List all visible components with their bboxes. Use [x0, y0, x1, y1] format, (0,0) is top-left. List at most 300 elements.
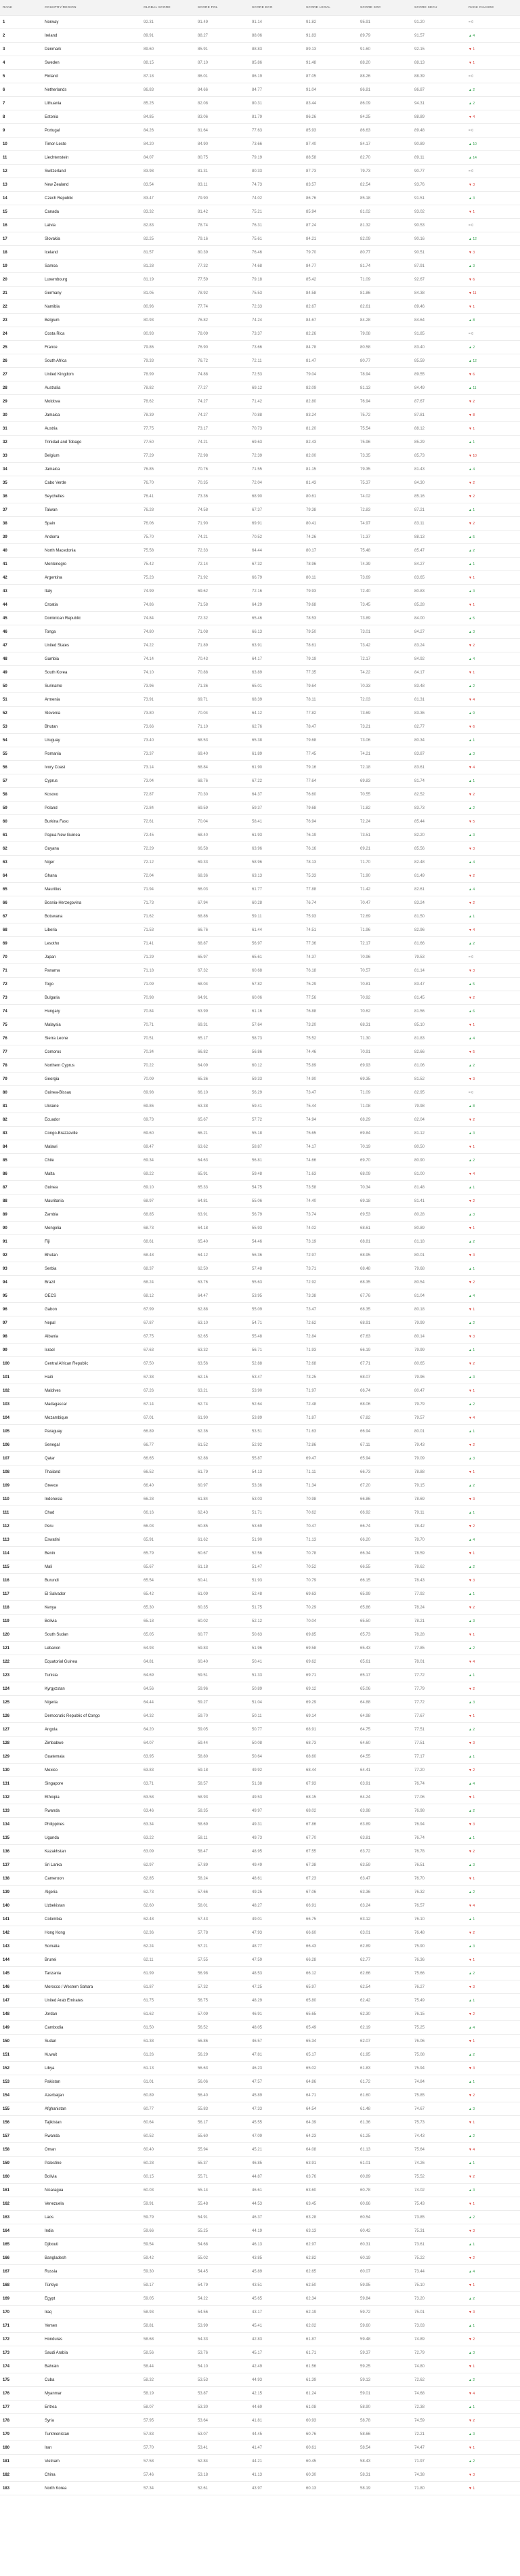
- column-header-rank[interactable]: RANK: [0, 0, 42, 16]
- table-row[interactable]: [0, 43, 520, 56]
- table-row[interactable]: [0, 436, 520, 449]
- table-row[interactable]: [0, 503, 520, 517]
- cell-rank-change: [466, 1289, 520, 1303]
- cell-country: United Arab Emirates: [42, 1994, 141, 2008]
- table-row[interactable]: [0, 368, 520, 381]
- column-header-score-eco[interactable]: SCORE ECO: [249, 0, 303, 16]
- cell-global-score: 64.81: [141, 1655, 195, 1669]
- table-row[interactable]: [0, 1669, 520, 1682]
- cell-global-score: 72.61: [141, 815, 195, 829]
- cell-rank-change: [466, 612, 520, 625]
- cell-score-legal: 84.58: [303, 287, 358, 300]
- cell-global-score: 76.70: [141, 476, 195, 490]
- table-row[interactable]: [0, 1005, 520, 1018]
- table-row[interactable]: [0, 1601, 520, 1615]
- table-row[interactable]: [0, 802, 520, 815]
- table-row[interactable]: [0, 2102, 520, 2116]
- table-row[interactable]: [0, 2143, 520, 2157]
- cell-score-secu: 90.77: [412, 165, 466, 178]
- table-row[interactable]: [0, 1615, 520, 1628]
- cell-score-soc: 66.73: [358, 1466, 412, 1479]
- table-row[interactable]: [0, 1059, 520, 1073]
- cell-rank: 149: [0, 2021, 42, 2035]
- table-row[interactable]: [0, 991, 520, 1005]
- table-row[interactable]: [0, 1858, 520, 1872]
- column-header-score-secu[interactable]: SCORE SECU: [412, 0, 466, 16]
- cell-country: Moldova: [42, 395, 141, 409]
- table-row[interactable]: [0, 1357, 520, 1371]
- cell-score-pol: 68.87: [195, 937, 249, 951]
- table-row[interactable]: [0, 1384, 520, 1398]
- cell-rank-change: [466, 964, 520, 978]
- table-row[interactable]: [0, 639, 520, 652]
- cell-score-secu: 79.53: [412, 951, 466, 964]
- table-row[interactable]: [0, 815, 520, 829]
- table-row[interactable]: [0, 1560, 520, 1574]
- cell-country: Timor-Leste: [42, 138, 141, 151]
- column-header-score-pol[interactable]: SCORE POL: [195, 0, 249, 16]
- cell-score-pol: 83.06: [195, 110, 249, 124]
- cell-rank: 139: [0, 1886, 42, 1899]
- cell-score-pol: 64.91: [195, 991, 249, 1005]
- cell-score-legal: 79.93: [303, 585, 358, 598]
- table-row[interactable]: [0, 2468, 520, 2482]
- table-row[interactable]: [0, 83, 520, 97]
- table-row[interactable]: [0, 2170, 520, 2184]
- rank-change-indicator: = 0: [469, 128, 474, 133]
- table-row[interactable]: [0, 2021, 520, 2035]
- table-row[interactable]: [0, 1899, 520, 1913]
- cell-global-score: 59.66: [141, 2224, 195, 2238]
- cell-score-legal: 80.61: [303, 490, 358, 503]
- table-row[interactable]: [0, 1438, 520, 1452]
- table-row[interactable]: [0, 2279, 520, 2292]
- table-row[interactable]: [0, 2360, 520, 2373]
- rank-change-indicator: ▼ 6: [469, 372, 475, 377]
- table-row[interactable]: [0, 1235, 520, 1249]
- table-row[interactable]: [0, 1818, 520, 1831]
- table-row[interactable]: [0, 2265, 520, 2279]
- table-row[interactable]: [0, 2211, 520, 2224]
- cell-score-soc: 64.41: [358, 1764, 412, 1777]
- table-row[interactable]: [0, 327, 520, 341]
- table-row[interactable]: [0, 354, 520, 368]
- table-row[interactable]: [0, 747, 520, 761]
- table-row[interactable]: [0, 1086, 520, 1100]
- table-row[interactable]: [0, 1208, 520, 1222]
- table-row[interactable]: [0, 1032, 520, 1045]
- table-row[interactable]: [0, 151, 520, 165]
- cell-country: Myanmar: [42, 2387, 141, 2401]
- table-row[interactable]: [0, 259, 520, 273]
- table-row[interactable]: [0, 381, 520, 395]
- table-row[interactable]: [0, 1723, 520, 1737]
- table-row[interactable]: [0, 1466, 520, 1479]
- cell-country: Russia: [42, 2265, 141, 2279]
- table-row[interactable]: [0, 1425, 520, 1438]
- table-row[interactable]: [0, 232, 520, 246]
- table-row[interactable]: [0, 666, 520, 680]
- column-header-score-legal[interactable]: SCORE LEGAL: [303, 0, 358, 16]
- table-row[interactable]: [0, 1167, 520, 1181]
- table-row[interactable]: [0, 1194, 520, 1208]
- cell-country: Ireland: [42, 29, 141, 43]
- table-row[interactable]: [0, 1777, 520, 1791]
- table-row[interactable]: [0, 2089, 520, 2102]
- cell-score-secu: 91.20: [412, 16, 466, 29]
- table-row[interactable]: [0, 734, 520, 747]
- cell-score-legal: 79.64: [303, 680, 358, 693]
- table-row[interactable]: [0, 1791, 520, 1804]
- table-row[interactable]: [0, 923, 520, 937]
- cell-score-legal: 75.44: [303, 1100, 358, 1113]
- table-row[interactable]: [0, 138, 520, 151]
- table-row[interactable]: [0, 2251, 520, 2265]
- table-row[interactable]: [0, 964, 520, 978]
- table-row[interactable]: [0, 1696, 520, 1709]
- cell-score-soc: 80.77: [358, 246, 412, 259]
- cell-global-score: 64.32: [141, 1709, 195, 1723]
- cell-score-legal: 70.78: [303, 1547, 358, 1560]
- table-row[interactable]: [0, 1967, 520, 1980]
- rank-change-indicator: ▲ 8: [469, 318, 475, 323]
- table-row[interactable]: [0, 1750, 520, 1764]
- table-row[interactable]: [0, 2062, 520, 2075]
- cell-score-secu: 76.32: [412, 1886, 466, 1899]
- cell-rank-change: [466, 2401, 520, 2414]
- table-row[interactable]: [0, 2130, 520, 2143]
- table-row[interactable]: [0, 2238, 520, 2251]
- table-row[interactable]: [0, 409, 520, 422]
- table-row[interactable]: [0, 2035, 520, 2048]
- table-row[interactable]: [0, 97, 520, 110]
- table-row[interactable]: [0, 1886, 520, 1899]
- table-row[interactable]: [0, 680, 520, 693]
- table-row[interactable]: [0, 720, 520, 734]
- table-row[interactable]: [0, 395, 520, 409]
- table-row[interactable]: [0, 829, 520, 842]
- table-row[interactable]: [0, 856, 520, 869]
- table-row[interactable]: [0, 1100, 520, 1113]
- table-row[interactable]: [0, 422, 520, 436]
- cell-rank-change: [466, 1628, 520, 1642]
- cell-rank-change: [466, 1357, 520, 1371]
- cell-score-secu: 76.57: [412, 1899, 466, 1913]
- table-row[interactable]: [0, 869, 520, 883]
- table-row[interactable]: [0, 124, 520, 138]
- cell-rank: 143: [0, 1940, 42, 1953]
- table-row[interactable]: [0, 544, 520, 558]
- table-row[interactable]: [0, 1330, 520, 1344]
- rank-change-indicator: ▼ 6: [469, 277, 475, 282]
- rank-change-indicator: ▼ 5: [469, 819, 475, 824]
- cell-score-soc: 62.89: [358, 1940, 412, 1953]
- table-row[interactable]: [0, 2414, 520, 2428]
- table-row[interactable]: [0, 2441, 520, 2455]
- table-row[interactable]: [0, 1953, 520, 1967]
- cell-rank: 56: [0, 761, 42, 774]
- table-row[interactable]: [0, 910, 520, 923]
- table-row[interactable]: [0, 1113, 520, 1127]
- table-row[interactable]: [0, 1181, 520, 1194]
- cell-global-score: 66.40: [141, 1479, 195, 1493]
- table-row[interactable]: [0, 1222, 520, 1235]
- cell-score-secu: 80.50: [412, 1140, 466, 1154]
- table-row[interactable]: [0, 842, 520, 856]
- cell-country: Suriname: [42, 680, 141, 693]
- cell-rank: 22: [0, 300, 42, 314]
- cell-rank: 18: [0, 246, 42, 259]
- cell-global-score: 62.60: [141, 1899, 195, 1913]
- rank-change-indicator: ▲ 1: [469, 1592, 475, 1596]
- table-row[interactable]: [0, 1344, 520, 1357]
- cell-country: Uruguay: [42, 734, 141, 747]
- rank-change-indicator: ▼ 2: [469, 1199, 475, 1203]
- table-row[interactable]: [0, 1831, 520, 1845]
- table-row[interactable]: [0, 1452, 520, 1466]
- table-row[interactable]: [0, 205, 520, 219]
- table-row[interactable]: [0, 1249, 520, 1262]
- table-row[interactable]: [0, 2401, 520, 2414]
- table-row[interactable]: [0, 1018, 520, 1032]
- cell-score-eco: 61.44: [249, 923, 303, 937]
- rank-change-indicator: ▲ 1: [469, 1429, 475, 1434]
- table-row[interactable]: [0, 937, 520, 951]
- table-row[interactable]: [0, 1140, 520, 1154]
- table-row[interactable]: [0, 761, 520, 774]
- table-row[interactable]: [0, 2292, 520, 2306]
- table-row[interactable]: [0, 110, 520, 124]
- cell-global-score: 58.56: [141, 2346, 195, 2360]
- table-row[interactable]: [0, 585, 520, 598]
- table-row[interactable]: [0, 2048, 520, 2062]
- table-row[interactable]: [0, 476, 520, 490]
- cell-score-soc: 81.13: [358, 381, 412, 395]
- cell-score-pol: 58.01: [195, 1899, 249, 1913]
- table-row[interactable]: [0, 2346, 520, 2360]
- cell-score-pol: 68.86: [195, 910, 249, 923]
- rank-change-indicator: ▲ 3: [469, 629, 475, 634]
- cell-global-score: 59.17: [141, 2279, 195, 2292]
- table-row[interactable]: [0, 1398, 520, 1411]
- table-row[interactable]: [0, 2455, 520, 2468]
- table-row[interactable]: [0, 1926, 520, 1940]
- cell-score-soc: 60.78: [358, 2184, 412, 2197]
- table-row[interactable]: [0, 2306, 520, 2319]
- table-row[interactable]: [0, 1547, 520, 1560]
- table-row[interactable]: [0, 1289, 520, 1303]
- table-row[interactable]: [0, 273, 520, 287]
- table-row[interactable]: [0, 693, 520, 707]
- table-row[interactable]: [0, 558, 520, 571]
- column-header-rank-change[interactable]: RANK CHANGE: [466, 0, 520, 16]
- cell-score-secu: 90.89: [412, 138, 466, 151]
- table-row[interactable]: [0, 1493, 520, 1506]
- rank-change-indicator: ▼ 3: [469, 1334, 475, 1339]
- table-row[interactable]: [0, 517, 520, 531]
- table-row[interactable]: [0, 1574, 520, 1587]
- table-row[interactable]: [0, 341, 520, 354]
- cell-score-soc: 74.97: [358, 517, 412, 531]
- cell-score-legal: 73.38: [303, 1289, 358, 1303]
- table-row[interactable]: [0, 1994, 520, 2008]
- rank-change-indicator: ▲ 3: [469, 1456, 475, 1461]
- cell-score-eco: 51.38: [249, 1777, 303, 1791]
- cell-score-soc: 84.28: [358, 314, 412, 327]
- cell-global-score: 68.48: [141, 1249, 195, 1262]
- table-row[interactable]: [0, 1276, 520, 1289]
- table-row[interactable]: [0, 896, 520, 910]
- cell-country: Bosnia-Herzegovina: [42, 896, 141, 910]
- table-row[interactable]: [0, 2184, 520, 2197]
- table-row[interactable]: [0, 178, 520, 192]
- table-row[interactable]: [0, 1913, 520, 1926]
- table-row[interactable]: [0, 2373, 520, 2387]
- table-row[interactable]: [0, 1587, 520, 1601]
- cell-global-score: 68.85: [141, 1208, 195, 1222]
- cell-rank-change: [466, 1533, 520, 1547]
- table-row[interactable]: [0, 1872, 520, 1886]
- column-header-score-soc[interactable]: SCORE SOC: [358, 0, 412, 16]
- table-row[interactable]: [0, 2116, 520, 2130]
- cell-score-secu: 75.66: [412, 1967, 466, 1980]
- cell-score-secu: 83.87: [412, 747, 466, 761]
- table-row[interactable]: [0, 1655, 520, 1669]
- table-row[interactable]: [0, 1045, 520, 1059]
- table-row[interactable]: [0, 598, 520, 612]
- table-row[interactable]: [0, 2224, 520, 2238]
- table-row[interactable]: [0, 1316, 520, 1330]
- cell-rank: 86: [0, 1167, 42, 1181]
- table-row[interactable]: [0, 951, 520, 964]
- cell-score-secu: 94.31: [412, 97, 466, 110]
- table-row[interactable]: [0, 16, 520, 29]
- cell-score-secu: 77.72: [412, 1669, 466, 1682]
- table-row[interactable]: [0, 70, 520, 83]
- rank-change-indicator: ▲ 1: [469, 507, 475, 512]
- cell-score-secu: 75.22: [412, 2251, 466, 2265]
- rank-change-indicator: ▼ 4: [469, 1171, 475, 1176]
- table-row[interactable]: [0, 463, 520, 476]
- table-row[interactable]: [0, 788, 520, 802]
- table-row[interactable]: [0, 1411, 520, 1425]
- table-row[interactable]: [0, 300, 520, 314]
- table-row[interactable]: [0, 449, 520, 463]
- table-row[interactable]: [0, 1533, 520, 1547]
- table-row[interactable]: [0, 1682, 520, 1696]
- cell-global-score: 70.51: [141, 1032, 195, 1045]
- table-row[interactable]: [0, 165, 520, 178]
- table-row[interactable]: [0, 883, 520, 896]
- table-row[interactable]: [0, 1845, 520, 1858]
- table-row[interactable]: [0, 1127, 520, 1140]
- table-row[interactable]: [0, 287, 520, 300]
- table-row[interactable]: [0, 2157, 520, 2170]
- cell-score-soc: 73.35: [358, 449, 412, 463]
- table-row[interactable]: [0, 219, 520, 232]
- table-row[interactable]: [0, 2387, 520, 2401]
- cell-country: Turkmenistan: [42, 2428, 141, 2441]
- cell-score-secu: 81.48: [412, 1181, 466, 1194]
- cell-global-score: 61.26: [141, 2048, 195, 2062]
- cell-rank: 107: [0, 1452, 42, 1466]
- cell-global-score: 84.85: [141, 110, 195, 124]
- table-row[interactable]: [0, 2319, 520, 2333]
- table-row[interactable]: [0, 56, 520, 70]
- table-row[interactable]: [0, 314, 520, 327]
- cell-rank-change: [466, 2346, 520, 2360]
- rank-change-indicator: ▲ 4: [469, 657, 475, 661]
- table-row[interactable]: [0, 1980, 520, 1994]
- table-row[interactable]: [0, 1520, 520, 1533]
- table-row[interactable]: [0, 612, 520, 625]
- table-row[interactable]: [0, 652, 520, 666]
- table-row[interactable]: [0, 2075, 520, 2089]
- table-row[interactable]: [0, 1642, 520, 1655]
- table-row[interactable]: [0, 1804, 520, 1818]
- cell-score-legal: 67.86: [303, 1818, 358, 1831]
- table-row[interactable]: [0, 1940, 520, 1953]
- cell-score-legal: 71.63: [303, 1167, 358, 1181]
- cell-score-pol: 78.74: [195, 219, 249, 232]
- table-row[interactable]: [0, 490, 520, 503]
- table-row[interactable]: [0, 1303, 520, 1316]
- table-row[interactable]: [0, 1506, 520, 1520]
- table-row[interactable]: [0, 2008, 520, 2021]
- table-row[interactable]: [0, 1764, 520, 1777]
- cell-global-score: 75.70: [141, 531, 195, 544]
- table-row[interactable]: [0, 1154, 520, 1167]
- cell-rank-change: [466, 2306, 520, 2319]
- cell-score-secu: 77.51: [412, 1737, 466, 1750]
- cell-score-secu: 90.53: [412, 219, 466, 232]
- rank-change-indicator: ▲ 2: [469, 1564, 475, 1569]
- cell-rank-change: [466, 381, 520, 395]
- cell-country: South Korea: [42, 666, 141, 680]
- rank-change-indicator: ▼ 2: [469, 1930, 475, 1935]
- rank-change-indicator: ▼ 2: [469, 1686, 475, 1691]
- table-row[interactable]: [0, 774, 520, 788]
- table-row[interactable]: [0, 1709, 520, 1723]
- table-row[interactable]: [0, 625, 520, 639]
- table-row[interactable]: [0, 2197, 520, 2211]
- rank-change-indicator: ▲ 2: [469, 684, 475, 688]
- table-row[interactable]: [0, 531, 520, 544]
- column-header-country[interactable]: COUNTRY/REGION: [42, 0, 141, 16]
- table-row[interactable]: [0, 1262, 520, 1276]
- table-row[interactable]: [0, 2428, 520, 2441]
- table-row[interactable]: [0, 1073, 520, 1086]
- table-row[interactable]: [0, 1371, 520, 1384]
- cell-score-legal: 80.17: [303, 544, 358, 558]
- table-row[interactable]: [0, 192, 520, 205]
- cell-score-legal: 74.26: [303, 531, 358, 544]
- cell-score-legal: 84.67: [303, 314, 358, 327]
- column-header-global-score[interactable]: GLOBAL SCORE: [141, 0, 195, 16]
- table-row[interactable]: [0, 29, 520, 43]
- cell-rank: 142: [0, 1926, 42, 1940]
- table-row[interactable]: [0, 978, 520, 991]
- cell-score-pol: 64.18: [195, 1222, 249, 1235]
- table-row[interactable]: [0, 246, 520, 259]
- table-row[interactable]: [0, 707, 520, 720]
- table-row[interactable]: [0, 571, 520, 585]
- table-row[interactable]: [0, 1628, 520, 1642]
- table-row[interactable]: [0, 1479, 520, 1493]
- table-row[interactable]: [0, 2333, 520, 2346]
- table-row[interactable]: [0, 2482, 520, 2495]
- table-row[interactable]: [0, 1737, 520, 1750]
